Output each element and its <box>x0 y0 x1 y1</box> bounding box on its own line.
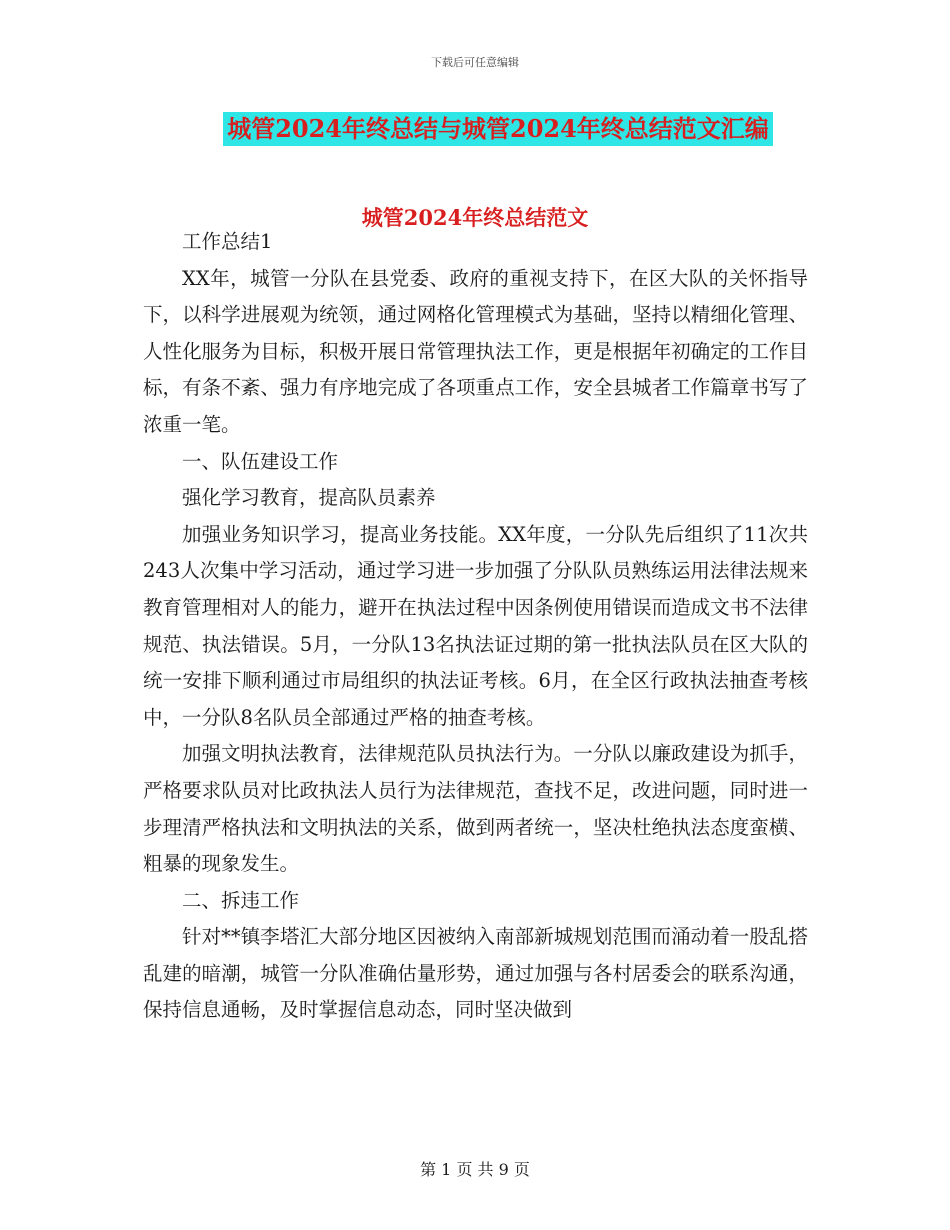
page-number-footer: 第 1 页 共 9 页 <box>420 1160 530 1179</box>
paragraph: 二、拆违工作 <box>182 888 300 912</box>
main-title-container <box>0 112 950 146</box>
paragraph: 一、队伍建设工作 <box>182 449 339 473</box>
section-title: 城管2024年终总结范文 <box>361 205 589 230</box>
paragraph: 针对**镇李塔汇大部分地区因被纳入南部新城规划范围而涌动着一股乱搭乱建的暗潮，城管一分队准确估量形势，通过加强与各村居委会的联系沟通，保持信息通畅，及时掌握信息动态，同时坚决做到 <box>143 925 808 1022</box>
paragraph: 强化学习教育，提高队员素养 <box>182 486 436 510</box>
document-title: 城管2024年终总结与城管2024年终总结范文汇编 <box>223 112 773 146</box>
paragraph: 工作总结1 <box>182 230 273 253</box>
page-header-note: 下载后可任意编辑 <box>431 56 519 69</box>
paragraph: XX年，城管一分队在县党委、政府的重视支持下，在区大队的关怀指导下，以科学进展观为统领，通过网格化管理模式为基础，坚持以精细化管理、人性化服务为目标，积极开展日常管理执法工作，更是根据年初确定的工作目标，有条不紊、强力有序地完成了各项重点工作，安全县城者工作篇章书写了浓重一笔。 <box>143 266 808 436</box>
paragraph: 加强文明执法教育，法律规范队员执法行为。一分队以廉政建设为抓手，严格要求队员对比政执法人员行为法律规范，查找不足，改进问题，同时进一步理清严格执法和文明执法的关系，做到两者统一，坚决杜绝执法态度蛮横、粗暴的现象发生。 <box>143 742 808 876</box>
document-body <box>143 224 808 1029</box>
paragraph: 加强业务知识学习，提高业务技能。XX年度，一分队先后组织了11次共243人次集中学习活动，通过学习进一步加强了分队队员熟练运用法律法规来教育管理相对人的能力，避开在执法过程中因条例使用错误而造成文书不法律规范、执法错误。5月，一分队13名执法证过期的第一批执法队员在区大队的统一安排下顺利通过市局组织的执法证考核。6月，在全区行政执法抽查考核中，一分队8名队员全部通过严格的抽查考核。 <box>143 522 808 729</box>
